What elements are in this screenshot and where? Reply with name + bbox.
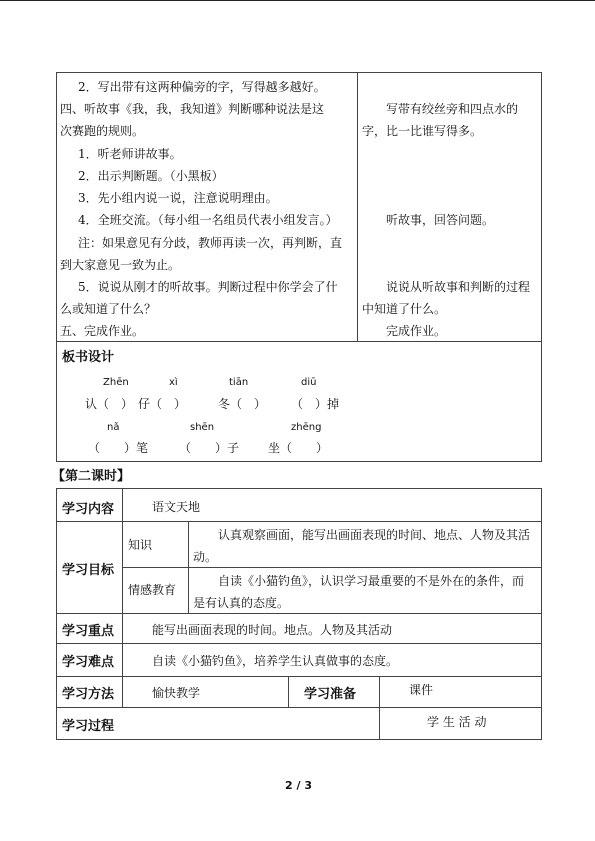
activity-line: 5．说说从刚才的听故事。判断过程中你学会了什 [78,280,338,294]
goals-label: 学习目标 [62,563,115,578]
student-line: 说说从听故事和判断的过程 [386,280,531,294]
emotion-text: 是有认真的态度。 [193,596,290,610]
lesson-plan-table [56,488,542,740]
emotion-text: 自读《小猫钓鱼》，认识学习最重要的不是外在的条件，而 [218,574,525,588]
activity-line: 4．全班交流。（每小组一名组员代表小组发言。） [78,213,338,227]
knowledge-label: 知识 [128,538,153,552]
pinyin-label: zhēng [291,422,322,433]
key-points-label: 学习重点 [62,624,115,639]
preparation-value: 课件 [409,683,434,697]
fill-blank-item: （ ）笔 [88,441,149,455]
student-line: 字，比一比谁写得多。 [362,124,483,138]
knowledge-text: 认真观察画面，能写出画面表现的时间、地点、人物及其活 [218,528,531,542]
row-divider [56,521,542,522]
difficulty-value: 自读《小猫钓鱼》，培养学生认真做事的态度。 [152,654,399,668]
page-top-rule [0,0,595,1]
fill-blank-item: 坐（ ） [268,441,329,455]
student-line: 听故事，回答问题。 [386,213,495,227]
activity-line: 注：如果意见有分歧，教师再读一次，再判断，直 [78,236,343,250]
activity-line: 2．出示判断题。（小黑板） [78,169,224,183]
pinyin-label: nǎ [107,422,120,433]
pinyin-label: tiān [229,377,249,388]
activity-line: 1．听老师讲故事。 [78,147,182,161]
row-divider [56,676,542,677]
fill-blank-item: 仔（ ） [138,397,187,411]
emotion-label: 情感教育 [128,583,177,597]
fill-blank-item: 冬（ ） [218,397,267,411]
pinyin-label: xì [169,377,178,388]
activity-line: 四、听故事《我，我，我知道》判断哪种说法是这 [60,102,325,116]
row-divider [56,613,542,614]
fill-blank-item: 认（ ） [85,397,134,411]
key-points-value: 能写出画面表现的时间。地点。人物及其活动 [152,623,393,637]
knowledge-text: 动。 [193,550,218,564]
activity-line: 3．先小组内说一说，注意说明理由。 [78,191,278,205]
row-divider [122,567,542,568]
student-line: 中知道了什么。 [362,302,447,316]
fill-blank-item: （ ）掉 [291,397,340,411]
page-number: 2 / 3 [285,779,312,792]
pinyin-label: diū [301,377,317,388]
content-value: 语文天地 [152,500,201,514]
fill-blank-item: （ ）子 [179,441,240,455]
activity-line: 到大家意见一致为止。 [60,258,181,272]
activity-column-divider [357,72,358,342]
method-value: 愉快教学 [152,686,201,700]
method-prep-divider [288,676,289,707]
board-design-title: 板书设计 [62,350,115,365]
student-line: 写带有绞丝旁和四点水的 [386,102,519,116]
subgoal-column-divider [188,521,189,613]
student-activity-heading: 学 生 活 动 [427,715,487,729]
prep-label-divider [379,676,380,740]
activity-line: 么或知道了什么？ [60,302,157,316]
row-divider [56,643,542,644]
label-column-divider [122,488,123,707]
pinyin-label: Zhēn [103,377,129,388]
process-label: 学习过程 [62,719,115,734]
content-label: 学习内容 [62,502,115,517]
method-label: 学习方法 [62,687,115,702]
section-heading: 【第二课时】 [52,469,131,484]
row-divider [56,707,542,708]
pinyin-label: shēn [190,422,215,433]
student-line: 完成作业。 [386,324,447,338]
difficulty-label: 学习难点 [62,655,115,670]
activity-line: 五、完成作业。 [60,324,145,338]
activity-line: 2．写出带有这两种偏旁的字，写得越多越好。 [78,80,326,94]
preparation-label: 学习准备 [304,687,357,702]
activity-line: 次赛跑的规则。 [60,124,145,138]
